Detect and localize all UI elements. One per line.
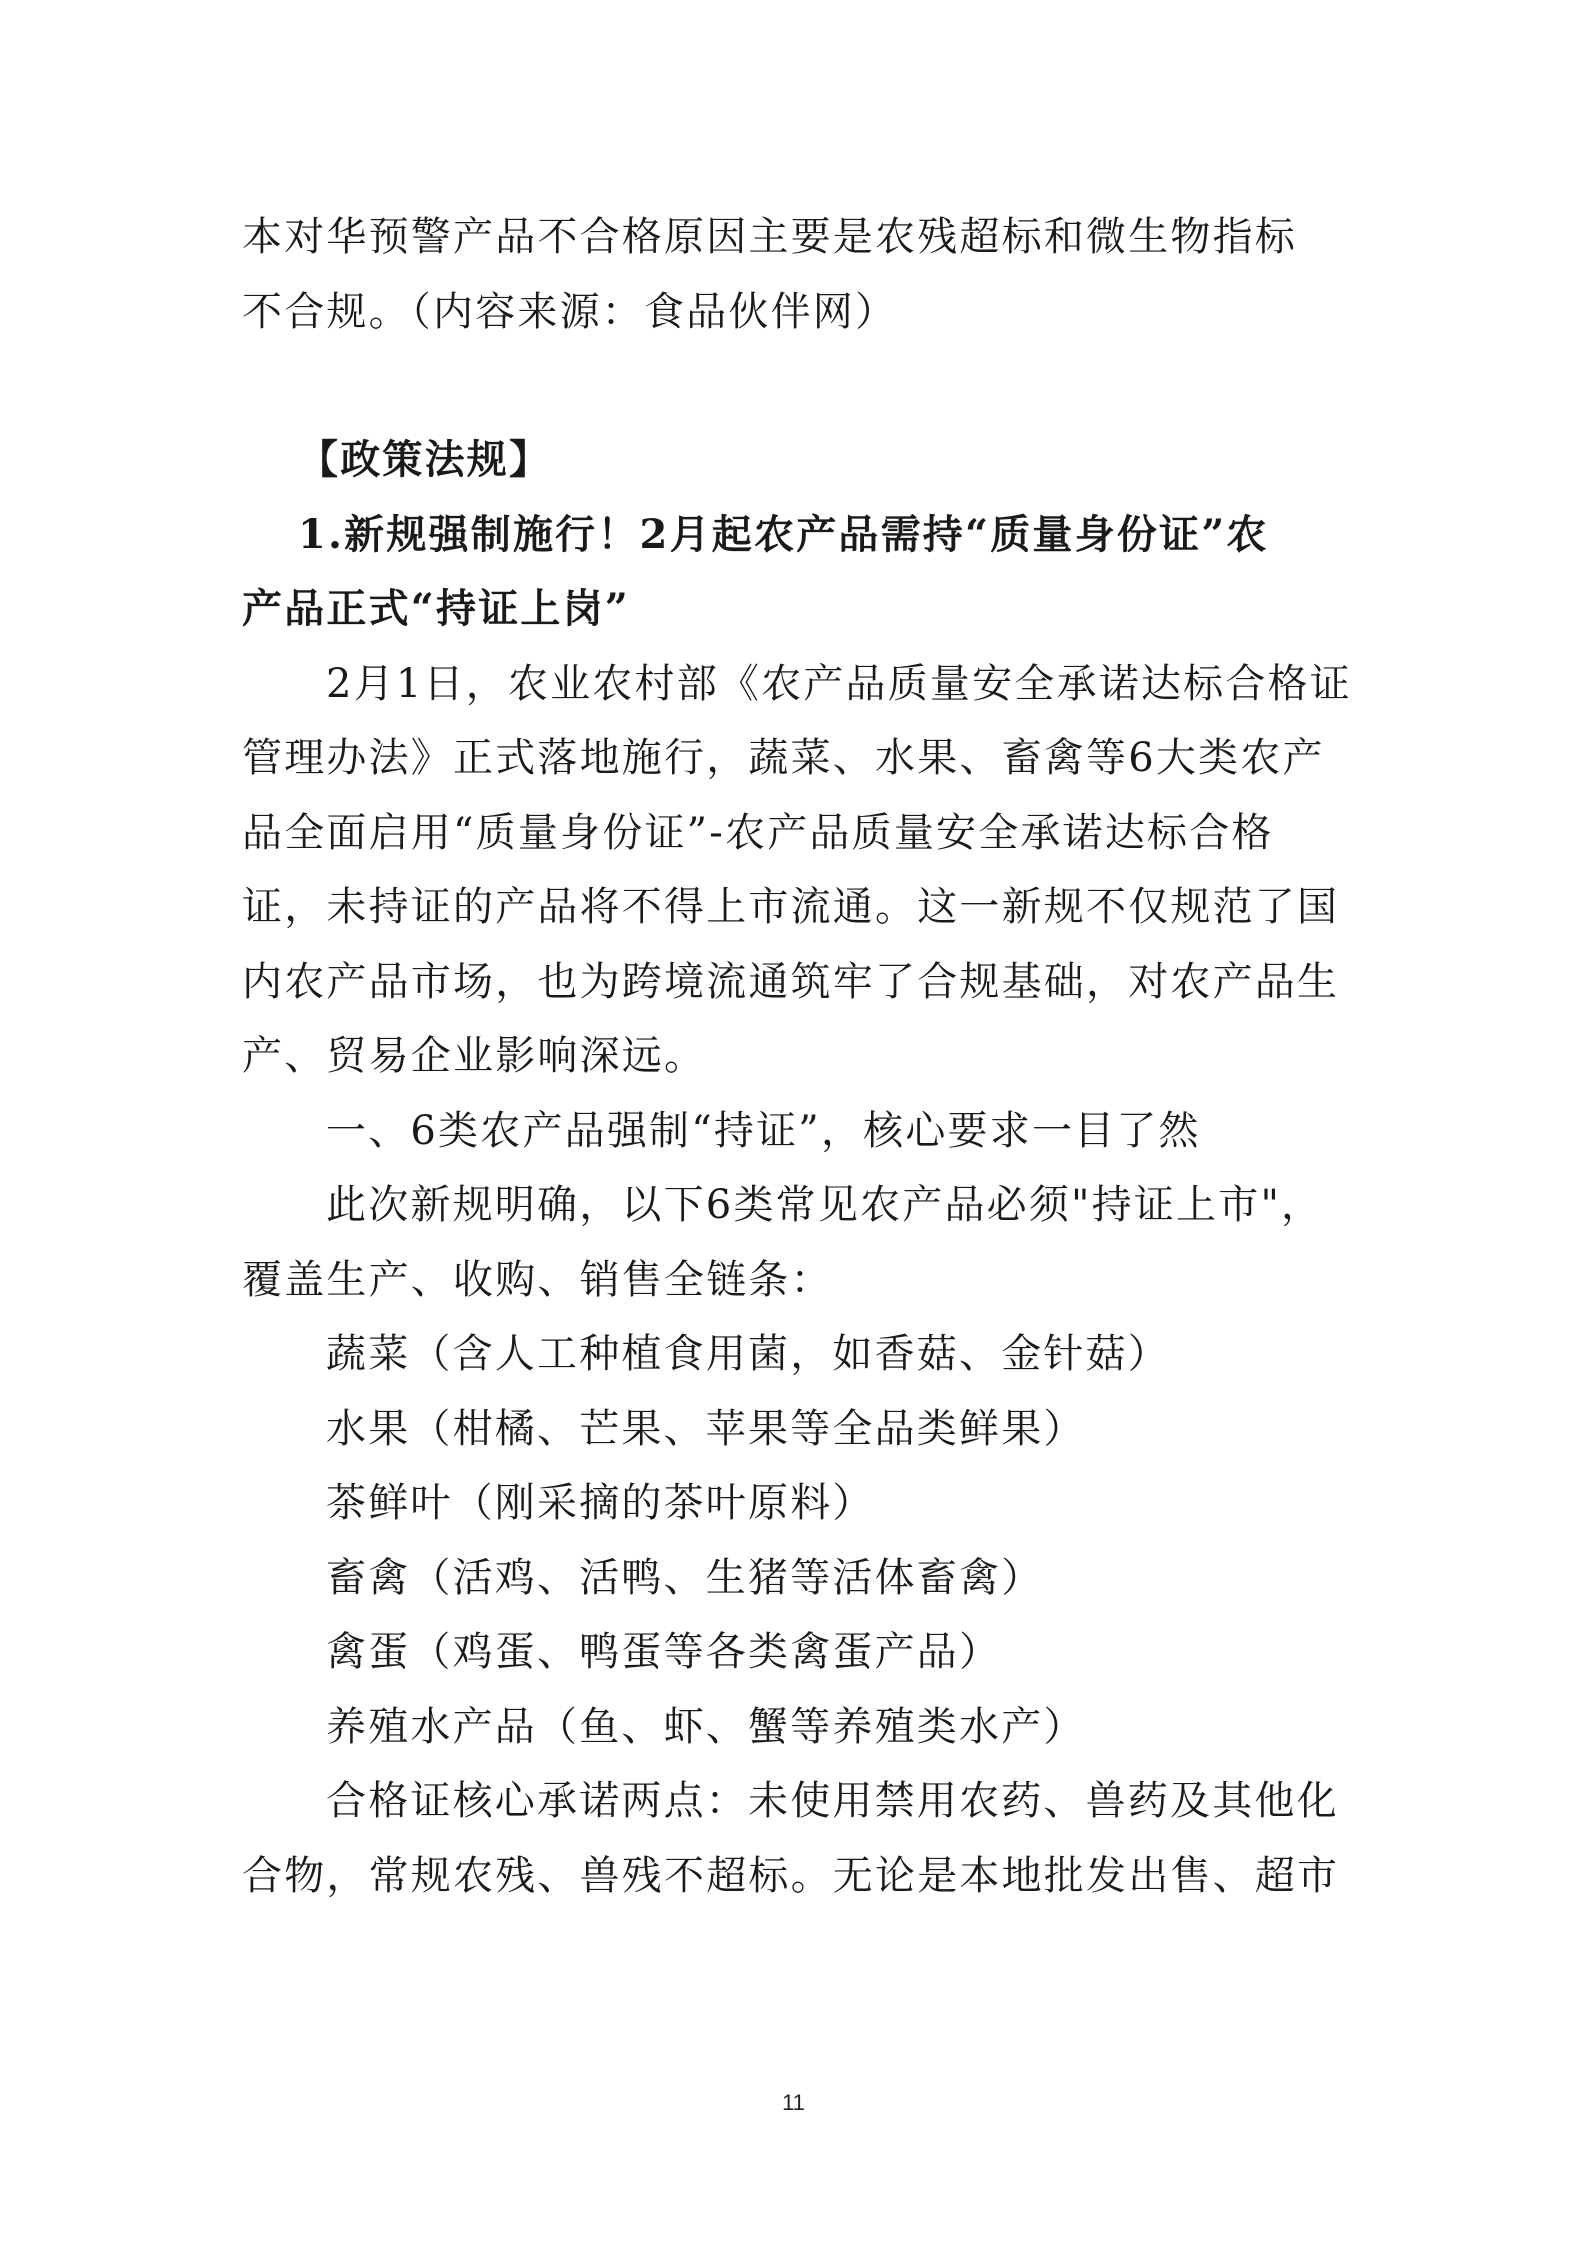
text-line: 本对华预警产品不合格原因主要是农残超标和微生物指标: [242, 214, 1297, 260]
section-heading: 【政策法规】: [298, 436, 552, 483]
list-item: [242, 1541, 1354, 1616]
title-line: 1.新规强制施行！2月起农产品需持“质量身份证”农: [298, 510, 1269, 558]
subheading-1: [242, 1094, 1354, 1169]
category-list: [242, 1317, 1354, 1764]
text-line: 不合规。（内容来源：食品伙伴网）: [242, 288, 898, 335]
list-item-text: 水果（柑橘、芒果、苹果等全品类鲜果）: [326, 1405, 1086, 1452]
text-line: 内农产品市场，也为跨境流通筑牢了合规基础，对农产品生: [242, 958, 1340, 1005]
list-item-text: 禽蛋（鸡蛋、鸭蛋等各类禽蛋产品）: [326, 1629, 1002, 1675]
intro-paragraph: [242, 200, 1354, 349]
list-item-text: 养殖水产品（鱼、虾、蟹等养殖类水产）: [326, 1703, 1086, 1750]
text-line: 此次新规明确，以下6类常见农产品必须"持证上市"，: [326, 1182, 1324, 1228]
list-item: [242, 1466, 1354, 1541]
page-number: 11: [782, 2090, 805, 2115]
text-line: 覆盖生产、收购、销售全链条：: [242, 1256, 833, 1303]
text-line: 合格证核心承诺两点：未使用禁用农药、兽药及其他化: [326, 1778, 1339, 1824]
list-item: [242, 1392, 1354, 1467]
page-content: [242, 200, 1354, 1913]
list-item: [242, 1317, 1354, 1392]
list-item: [242, 1615, 1354, 1690]
list-item-text: 蔬菜（含人工种植食用菌，如香菇、金针菇）: [326, 1331, 1170, 1377]
text-line: 管理办法》正式落地施行，蔬菜、水果、畜禽等6大类农产: [242, 735, 1325, 781]
text-line: 一、6类农产品强制“持证”，核心要求一目了然: [326, 1107, 1201, 1154]
text-line: 合物，常规农残、兽残不超标。无论是本地批发出售、超市: [242, 1852, 1340, 1899]
section-gap: [242, 349, 1354, 423]
body-paragraph-1: [242, 647, 1354, 1094]
title-line: 产品正式“持证上岗”: [242, 585, 631, 632]
list-item-text: 茶鲜叶（刚采摘的茶叶原料）: [326, 1480, 875, 1526]
body-paragraph-2: [242, 1168, 1354, 1317]
text-line: 证，未持证的产品将不得上市流通。这一新规不仅规范了国: [242, 884, 1340, 930]
list-item: [242, 1690, 1354, 1765]
body-paragraph-3: [242, 1764, 1354, 1913]
list-item-text: 畜禽（活鸡、活鸭、生猪等活体畜禽）: [326, 1554, 1044, 1601]
text-line: 产、贸易企业影响深远。: [242, 1033, 707, 1079]
text-line: 2月1日，农业农村部《农产品质量安全承诺达标合格证: [326, 660, 1352, 707]
article-title: [242, 498, 1354, 647]
text-line: 品全面启用“质量身份证”-农产品质量安全承诺达标合格: [242, 809, 1274, 856]
